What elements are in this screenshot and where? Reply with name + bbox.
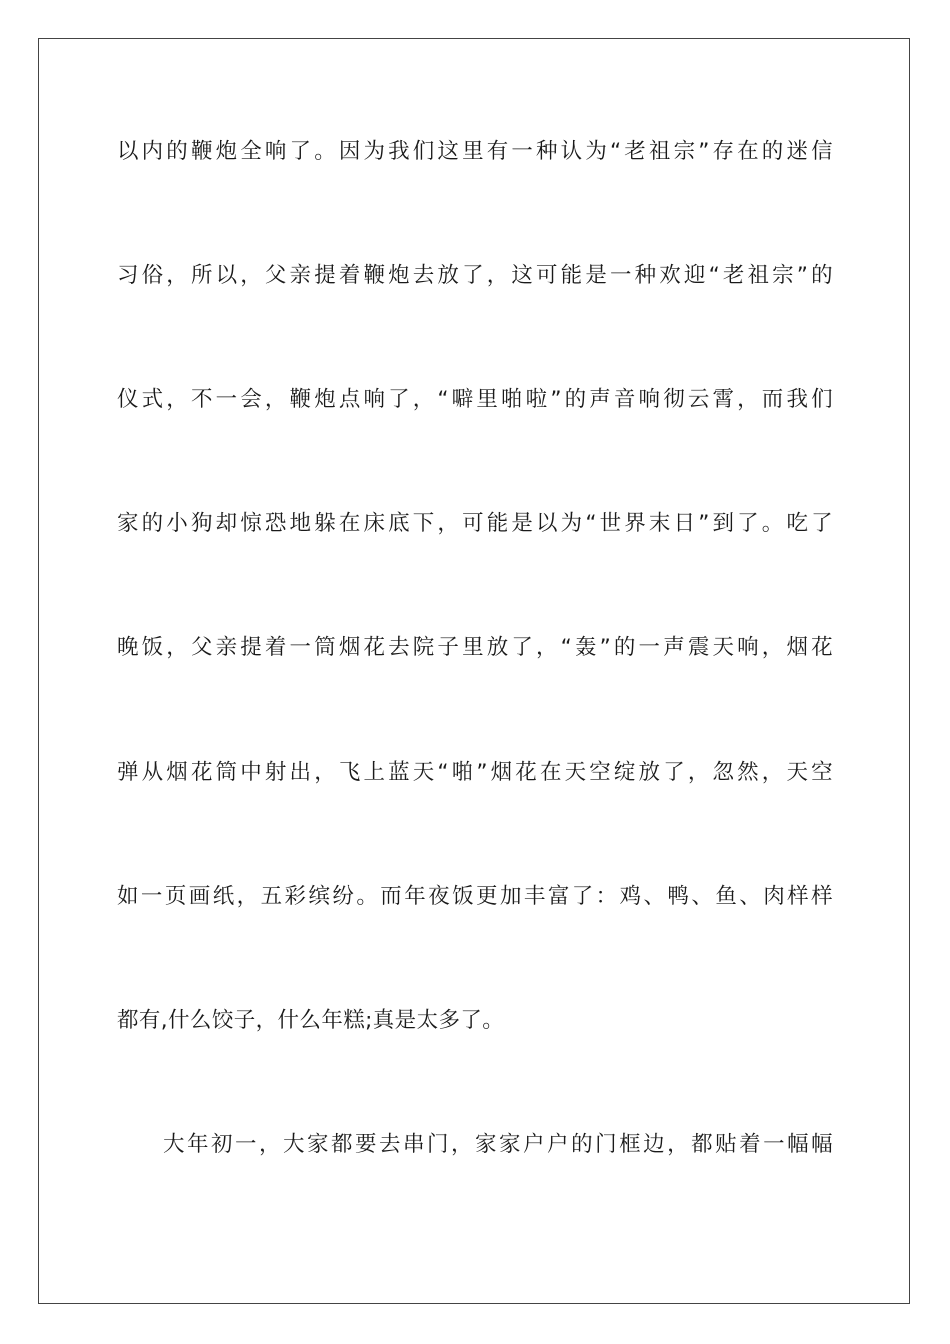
text-line: 如一页画纸，五彩缤纷。而年夜饭更加丰富了：鸡、鸭、鱼、肉样样 [117,884,833,909]
text-line: 仪式，不一会，鞭炮点响了，“噼里啪啦”的声音响彻云霄，而我们 [117,387,833,412]
text-line: 晚饭，父亲提着一筒烟花去院子里放了，“轰”的一声震天响，烟花 [117,635,833,660]
text-line: 习俗，所以，父亲提着鞭炮去放了，这可能是一种欢迎“老祖宗”的 [117,263,833,288]
text-line: 都有,什么饺子，什么年糕;真是太多了。 [117,1008,505,1033]
text-line: 家的小狗却惊恐地躲在床底下，可能是以为“世界末日”到了。吃了 [117,511,833,536]
page-border [38,38,910,1304]
text-line: 弹从烟花筒中射出，飞上蓝天“啪”烟花在天空绽放了，忽然，天空 [117,760,833,785]
paragraph-first-line: 大年初一，大家都要去串门，家家户户的门框边，都贴着一幅幅 [163,1132,833,1157]
text-line: 以内的鞭炮全响了。因为我们这里有一种认为“老祖宗”存在的迷信 [117,139,833,164]
